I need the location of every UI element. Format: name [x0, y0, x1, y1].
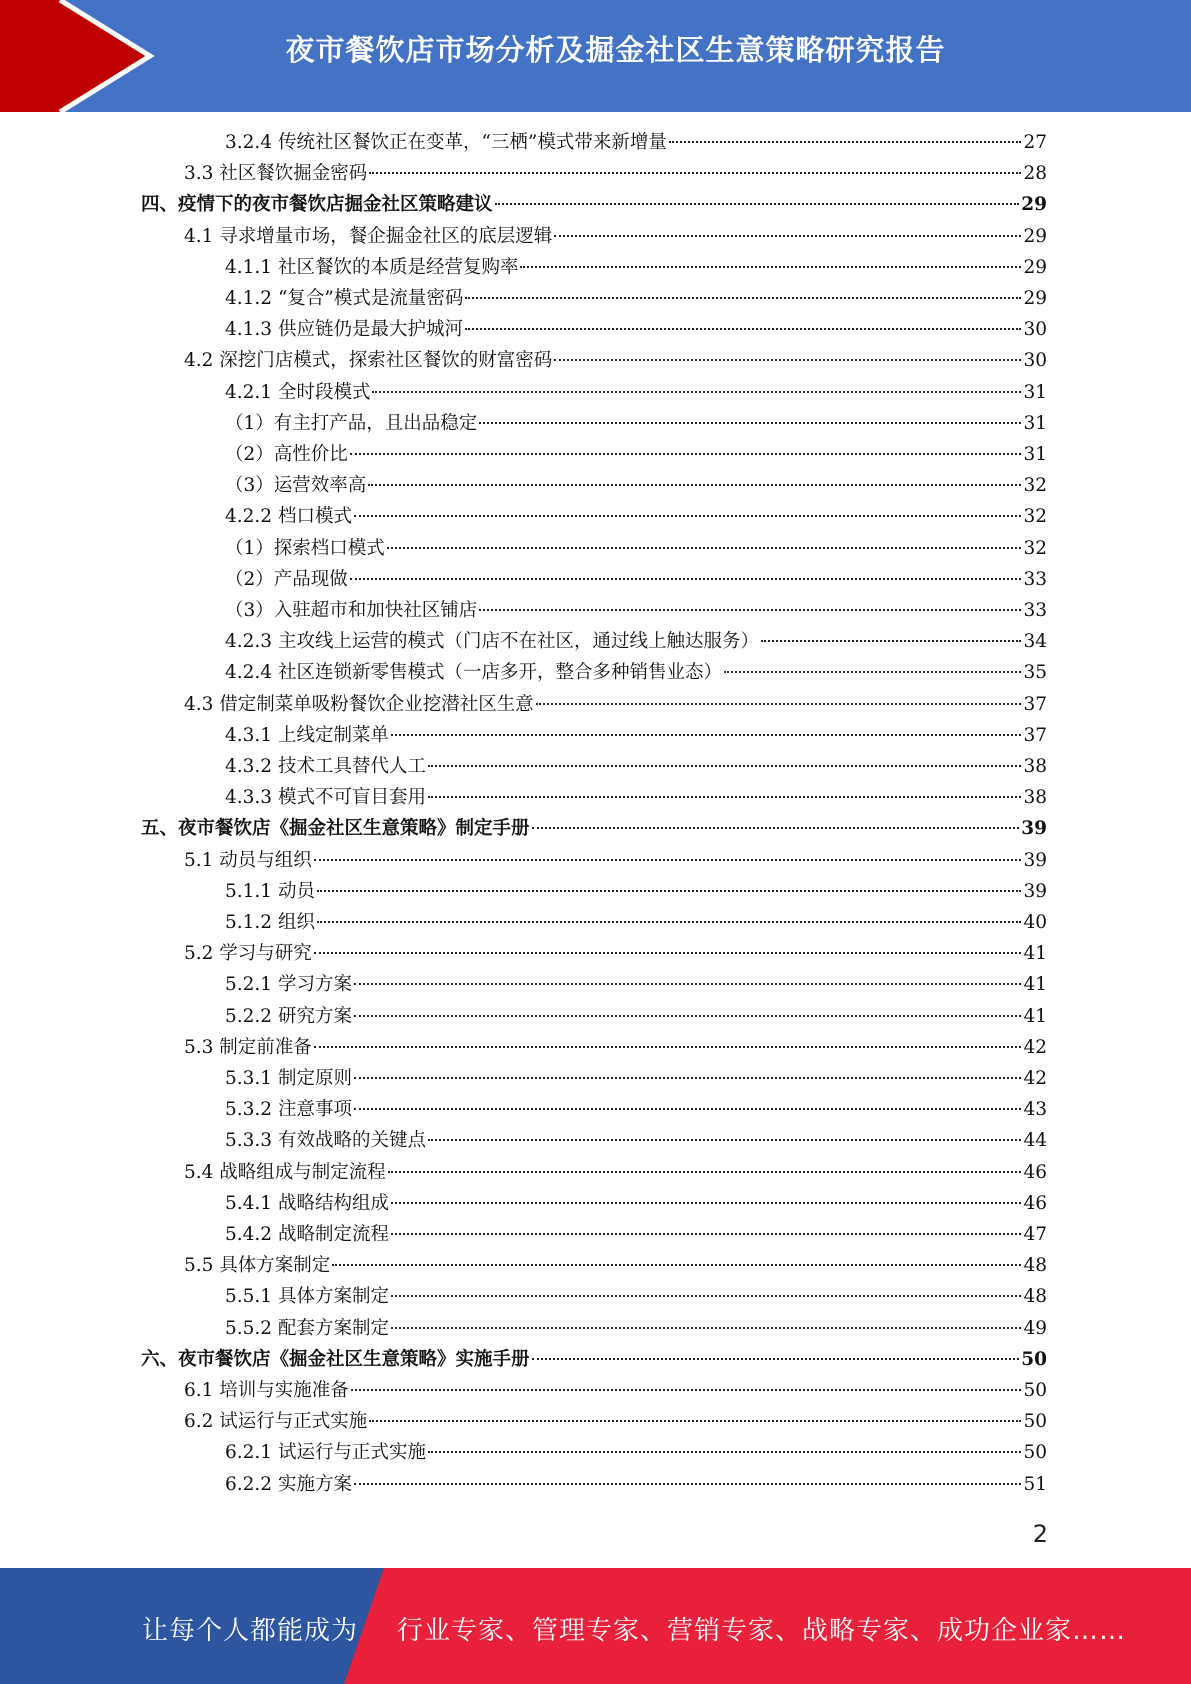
toc-entry[interactable]: [184, 221, 1047, 252]
toc-entry-page: 37: [1023, 693, 1047, 715]
toc-entry-label: 3.2.4 传统社区餐饮正在变革，“三栖”模式带来新增量: [225, 132, 667, 153]
toc-dot-leader: [532, 827, 1020, 829]
toc-dot-leader: [317, 890, 1022, 892]
toc-entry-page: 51: [1023, 1473, 1047, 1495]
toc-entry[interactable]: [225, 127, 1047, 158]
toc-entry-page: 31: [1023, 412, 1047, 434]
toc-dot-leader: [391, 734, 1021, 736]
toc-entry-label: （3）入驻超市和加快社区铺店: [225, 600, 478, 621]
toc-entry[interactable]: [225, 1437, 1047, 1468]
toc-entry-label: 5.1 动员与组织: [184, 849, 312, 871]
toc-entry[interactable]: [225, 657, 1047, 688]
toc-entry[interactable]: [184, 1250, 1047, 1281]
toc-entry-label: 4.2.2 档口模式: [225, 506, 352, 528]
toc-dot-leader: [314, 952, 1022, 954]
toc-dot-leader: [354, 983, 1022, 985]
toc-entry[interactable]: [225, 377, 1047, 408]
toc-entry-page: 33: [1023, 568, 1047, 590]
toc-dot-leader: [391, 1327, 1021, 1329]
toc-dot-leader: [391, 1233, 1021, 1235]
toc-entry-page: 48: [1023, 1286, 1047, 1308]
toc-entry-page: 48: [1023, 1255, 1047, 1277]
toc-entry-page: 30: [1023, 350, 1047, 372]
toc-entry-page: 28: [1023, 163, 1047, 185]
toc-entry-label: 5.3 制定前准备: [184, 1036, 312, 1058]
toc-entry-label: 4.1.1 社区餐饮的本质是经营复购率: [225, 256, 519, 278]
toc-dot-leader: [554, 359, 1021, 361]
toc-entry-label: 五、夜市餐饮店《掘金社区生意策略》制定手册: [141, 818, 530, 840]
toc-entry-label: 5.3.2 注意事项: [225, 1099, 352, 1121]
toc-dot-leader: [387, 547, 1022, 549]
toc-entry-page: 34: [1023, 631, 1047, 653]
toc-entry-label: 5.4.1 战略结构组成: [225, 1192, 389, 1214]
toc-entry[interactable]: [225, 533, 1047, 564]
toc-entry[interactable]: [184, 1032, 1047, 1063]
toc-entry-page: 41: [1023, 943, 1047, 965]
toc-entry-page: 46: [1023, 1192, 1047, 1214]
toc-entry-label: （1）有主打产品，且出品稳定: [225, 412, 478, 434]
toc-entry-page: 39: [1023, 849, 1047, 871]
toc-entry-label: 6.2 试运行与正式实施: [184, 1411, 368, 1433]
page-header: [0, 0, 1191, 112]
toc-entry-label: 4.2.1 全时段模式: [225, 381, 371, 403]
toc-entry-label: 5.1.2 组织: [225, 912, 315, 933]
toc-dot-leader: [351, 1389, 1022, 1391]
toc-entry[interactable]: [225, 626, 1047, 657]
toc-entry[interactable]: [225, 969, 1047, 1000]
toc-dot-leader: [428, 765, 1021, 767]
toc-entry-page: 31: [1023, 444, 1047, 465]
toc-dot-leader: [428, 1451, 1021, 1453]
toc-entry-page: 29: [1023, 288, 1047, 309]
toc-entry-label: 4.3.2 技术工具替代人工: [225, 756, 426, 777]
toc-entry[interactable]: [225, 595, 1047, 626]
toc-entry[interactable]: [184, 1406, 1047, 1437]
toc-entry-label: 六、夜市餐饮店《掘金社区生意策略》实施手册: [141, 1348, 530, 1370]
toc-entry[interactable]: [184, 938, 1047, 969]
toc-entry-label: 6.2.1 试运行与正式实施: [225, 1442, 426, 1464]
toc-entry-label: 5.2.1 学习方案: [225, 974, 352, 996]
toc-entry-label: （2）产品现做: [225, 568, 348, 590]
toc-dot-leader: [354, 1483, 1022, 1485]
toc-entry-label: （1）探索档口模式: [225, 537, 385, 559]
toc-dot-leader: [354, 1108, 1022, 1110]
toc-entry-label: 4.3 借定制菜单吸粉餐饮企业挖潜社区生意: [184, 693, 534, 715]
toc-entry[interactable]: [225, 1281, 1047, 1312]
toc-dot-leader: [479, 609, 1021, 611]
toc-entry[interactable]: [141, 1344, 1047, 1375]
toc-entry-label: 4.3.1 上线定制菜单: [225, 724, 389, 746]
toc-dot-leader: [495, 203, 1020, 205]
toc-entry[interactable]: [184, 689, 1047, 720]
toc-entry-label: 四、疫情下的夜市餐饮店掘金社区策略建议: [141, 194, 493, 216]
toc-dot-leader: [369, 1420, 1021, 1422]
toc-entry[interactable]: [225, 283, 1047, 314]
toc-dot-leader: [428, 1139, 1021, 1141]
toc-dot-leader: [536, 703, 1022, 705]
toc-entry[interactable]: [225, 314, 1047, 345]
toc-entry-label: 5.5.1 具体方案制定: [225, 1286, 389, 1308]
toc-dot-leader: [761, 640, 1021, 642]
toc-entry[interactable]: [225, 751, 1047, 782]
toc-dot-leader: [532, 1358, 1020, 1360]
toc-entry-label: 5.5.2 配套方案制定: [225, 1317, 389, 1339]
toc-entry[interactable]: [225, 470, 1047, 501]
toc-dot-leader: [368, 484, 1021, 486]
toc-dot-leader: [350, 453, 1022, 455]
toc-entry[interactable]: [184, 1375, 1047, 1406]
toc-entry-label: 4.2.3 主攻线上运营的模式（门店不在社区，通过线上触达服务）: [225, 631, 759, 653]
toc-entry-label: 4.1 寻求增量市场，餐企掘金社区的底层逻辑: [184, 225, 553, 247]
toc-entry[interactable]: [225, 1063, 1047, 1094]
page-footer: [0, 1568, 1191, 1684]
toc-dot-leader: [391, 1295, 1021, 1297]
toc-entry[interactable]: [225, 1469, 1047, 1500]
toc-entry[interactable]: [225, 408, 1047, 439]
footer-slogan-left: 让每个人都能成为: [142, 1616, 359, 1646]
toc-entry-page: 44: [1023, 1130, 1047, 1152]
toc-entry[interactable]: [225, 1219, 1047, 1250]
toc-entry-label: 5.2 学习与研究: [184, 943, 312, 965]
toc-entry-label: 5.3.3 有效战略的关键点: [225, 1130, 426, 1152]
toc-entry-label: 4.1.2 “复合”模式是流量密码: [225, 288, 464, 309]
page-number: 2: [1032, 1520, 1048, 1548]
toc-dot-leader: [354, 1015, 1022, 1017]
toc-entry-page: 50: [1023, 1380, 1047, 1401]
toc-entry-page: 38: [1023, 787, 1047, 809]
toc-entry-page: 31: [1023, 381, 1047, 403]
toc-entry-label: 6.1 培训与实施准备: [184, 1380, 349, 1401]
toc-entry-page: 37: [1023, 724, 1047, 746]
toc-entry-page: 41: [1023, 1005, 1047, 1027]
toc-entry-page: 32: [1023, 506, 1047, 528]
toc-entry-page: 33: [1023, 600, 1047, 621]
toc-entry-page: 35: [1023, 662, 1047, 684]
toc-entry-label: 5.4.2 战略制定流程: [225, 1224, 389, 1245]
toc-entry-page: 46: [1023, 1161, 1047, 1183]
toc-entry-label: 4.2 深挖门店模式，探索社区餐饮的财富密码: [184, 350, 553, 372]
toc-dot-leader: [314, 1046, 1022, 1048]
toc-entry-page: 41: [1023, 974, 1047, 996]
toc-dot-leader: [317, 921, 1022, 923]
toc-entry-page: 39: [1021, 818, 1047, 840]
toc-entry-page: 39: [1023, 880, 1047, 902]
toc-entry[interactable]: [225, 1188, 1047, 1219]
toc-dot-leader: [465, 297, 1021, 299]
toc-entry-page: 47: [1023, 1224, 1047, 1245]
toc-entry[interactable]: [141, 813, 1047, 844]
toc-entry[interactable]: [225, 1313, 1047, 1344]
toc-entry-page: 29: [1023, 256, 1047, 278]
toc-dot-leader: [428, 796, 1021, 798]
toc-dot-leader: [314, 859, 1022, 861]
toc-entry-page: 42: [1023, 1068, 1047, 1089]
toc-entry[interactable]: [225, 1094, 1047, 1125]
toc-entry[interactable]: [225, 1001, 1047, 1032]
toc-dot-leader: [465, 328, 1021, 330]
toc-entry[interactable]: [225, 782, 1047, 813]
toc-entry-page: 29: [1023, 225, 1047, 247]
toc-entry-page: 43: [1023, 1099, 1047, 1121]
toc-entry-label: 5.1.1 动员: [225, 880, 315, 902]
toc-entry[interactable]: [184, 158, 1047, 189]
toc-entry-page: 49: [1023, 1317, 1047, 1339]
toc-entry-label: 3.3 社区餐饮掘金密码: [184, 163, 368, 185]
toc-entry[interactable]: [225, 252, 1047, 283]
toc-entry-label: （3）运营效率高: [225, 475, 367, 497]
toc-entry-page: 29: [1021, 194, 1047, 216]
toc-entry-label: 5.4 战略组成与制定流程: [184, 1161, 386, 1183]
toc-dot-leader: [520, 266, 1021, 268]
toc-entry[interactable]: [225, 564, 1047, 595]
toc-dot-leader: [669, 141, 1022, 143]
footer-slogan-right: 行业专家、管理专家、营销专家、战略专家、成功企业家……: [397, 1616, 1127, 1646]
toc-entry[interactable]: [225, 1125, 1047, 1156]
toc-dot-leader: [354, 515, 1022, 517]
toc-entry-label: 5.2.2 研究方案: [225, 1005, 352, 1027]
toc-entry-page: 42: [1023, 1036, 1047, 1058]
toc-entry-page: 30: [1023, 319, 1047, 341]
toc-entry-label: 4.2.4 社区连锁新零售模式（一店多开，整合多种销售业态）: [225, 662, 722, 684]
toc-entry[interactable]: [225, 501, 1047, 532]
toc-entry[interactable]: [225, 439, 1047, 470]
toc-entry-page: 50: [1023, 1411, 1047, 1433]
toc-dot-leader: [332, 1264, 1021, 1266]
toc-dot-leader: [354, 1077, 1022, 1079]
toc-dot-leader: [391, 1202, 1021, 1204]
report-title: 夜市餐饮店市场分析及掘金社区生意策略研究报告: [285, 33, 946, 67]
toc-dot-leader: [369, 172, 1021, 174]
toc-dot-leader: [388, 1171, 1022, 1173]
toc-entry[interactable]: [225, 720, 1047, 751]
toc-entry-page: 32: [1023, 475, 1047, 497]
toc-entry-label: 4.3.3 模式不可盲目套用: [225, 787, 426, 809]
toc-entry[interactable]: [184, 1157, 1047, 1188]
toc-dot-leader: [372, 391, 1021, 393]
toc-entry[interactable]: [225, 907, 1047, 938]
toc-entry-label: 5.3.1 制定原则: [225, 1068, 352, 1089]
toc-entry[interactable]: [225, 876, 1047, 907]
toc-dot-leader: [724, 671, 1021, 673]
toc-entry-label: 5.5 具体方案制定: [184, 1255, 331, 1277]
toc-entry-label: 4.1.3 供应链仍是最大护城河: [225, 319, 463, 341]
toc-entry-page: 40: [1023, 912, 1047, 933]
toc-dot-leader: [350, 578, 1022, 580]
toc-entry-page: 50: [1023, 1442, 1047, 1464]
toc-entry-page: 27: [1023, 132, 1047, 153]
toc-entry-label: 6.2.2 实施方案: [225, 1473, 352, 1495]
toc-entry-page: 32: [1023, 537, 1047, 559]
toc-dot-leader: [554, 235, 1021, 237]
toc-entry-page: 50: [1021, 1348, 1047, 1370]
toc-entry-page: 38: [1023, 756, 1047, 777]
toc-entry[interactable]: [184, 845, 1047, 876]
toc-entry[interactable]: [141, 189, 1047, 220]
toc-entry-label: （2）高性价比: [225, 444, 348, 465]
toc-dot-leader: [479, 422, 1021, 424]
toc-entry[interactable]: [184, 345, 1047, 376]
